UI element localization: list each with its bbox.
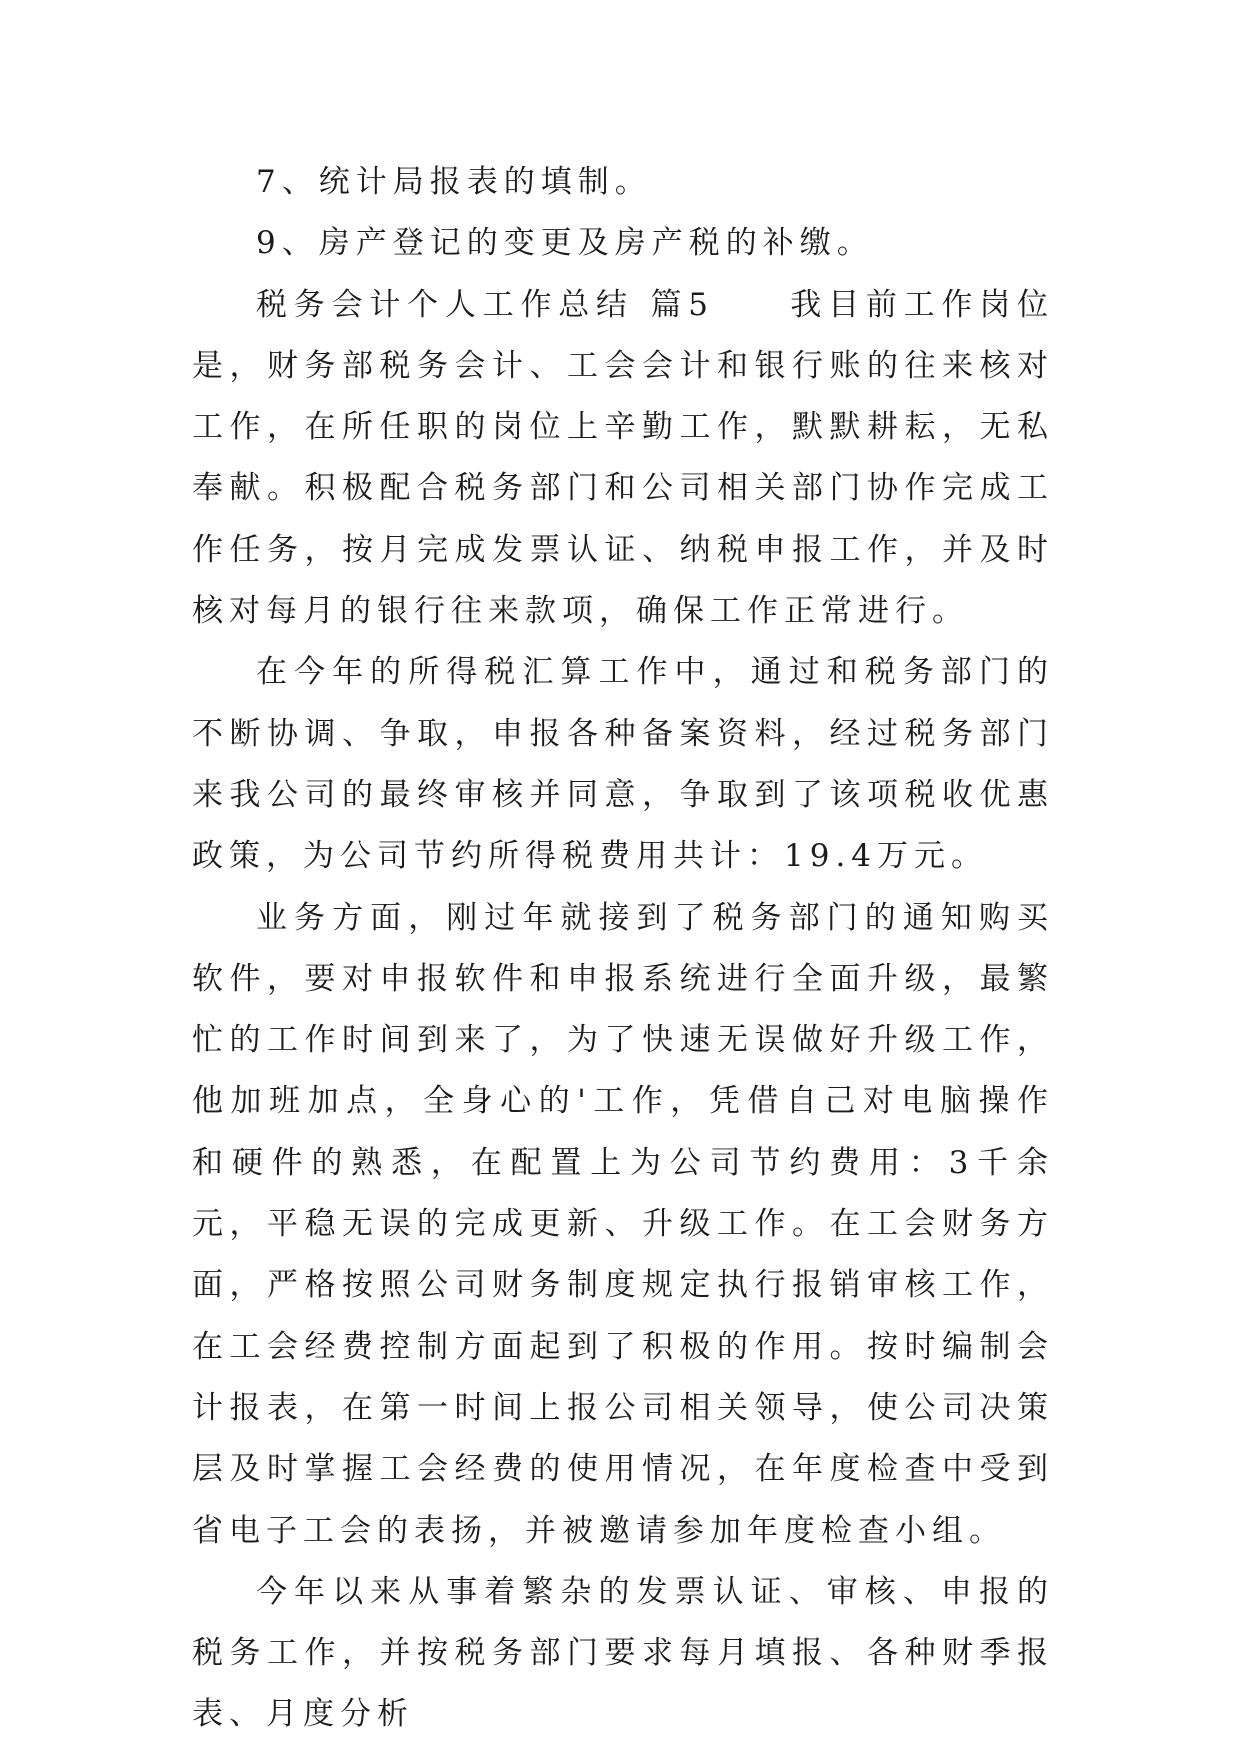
list-item-9: 9、房产登记的变更及房产税的补缴。: [256, 225, 874, 262]
section-paragraph-intro: 税务会计个人工作总结 篇5 我目前工作岗位是，财务部税务会计、工会会计和银行账的往来核对工作，在所任职的岗位上辛勤工作，默默耕耘，无私奉献。积极配合税务部门和公司相关部门协作完成工作任务，按月完成发票认证、纳税申报工作，并及时核对每月的银行往来款项，确保工作正常进行。: [192, 286, 1054, 630]
document-body: [192, 152, 1054, 1746]
paragraph-business: 业务方面，刚过年就接到了税务部门的通知购买软件，要对申报软件和申报系统进行全面升级，最繁忙的工作时间到来了，为了快速无误做好升级工作，他加班加点，全身心的'工作，凭借自己对电脑操作和硬件的熟悉，在配置上为公司节约费用：3千余元，平稳无误的完成更新、升级工作。在工会财务方面，严格按照公司财务制度规定执行报销审核工作，在工会经费控制方面起到了积极的作用。按时编制会计报表，在第一时间上报公司相关领导，使公司决策层及时掌握工会经费的使用情况，在年度检查中受到省电子工会的表扬，并被邀请参加年度检查小组。: [192, 899, 1054, 1549]
paragraph-income-tax: 在今年的所得税汇算工作中，通过和税务部门的不断协调、争取，申报各种备案资料，经过税务部门来我公司的最终审核并同意，争取到了该项税收优惠政策，为公司节约所得税费用共计：19.4万元。: [192, 654, 1054, 875]
list-item-7: 7、统计局报表的填制。: [256, 164, 652, 200]
paragraph-this-year: 今年以来从事着繁杂的发票认证、审核、申报的税务工作，并按税务部门要求每月填报、各种财季报表、月度分析: [192, 1573, 1054, 1733]
